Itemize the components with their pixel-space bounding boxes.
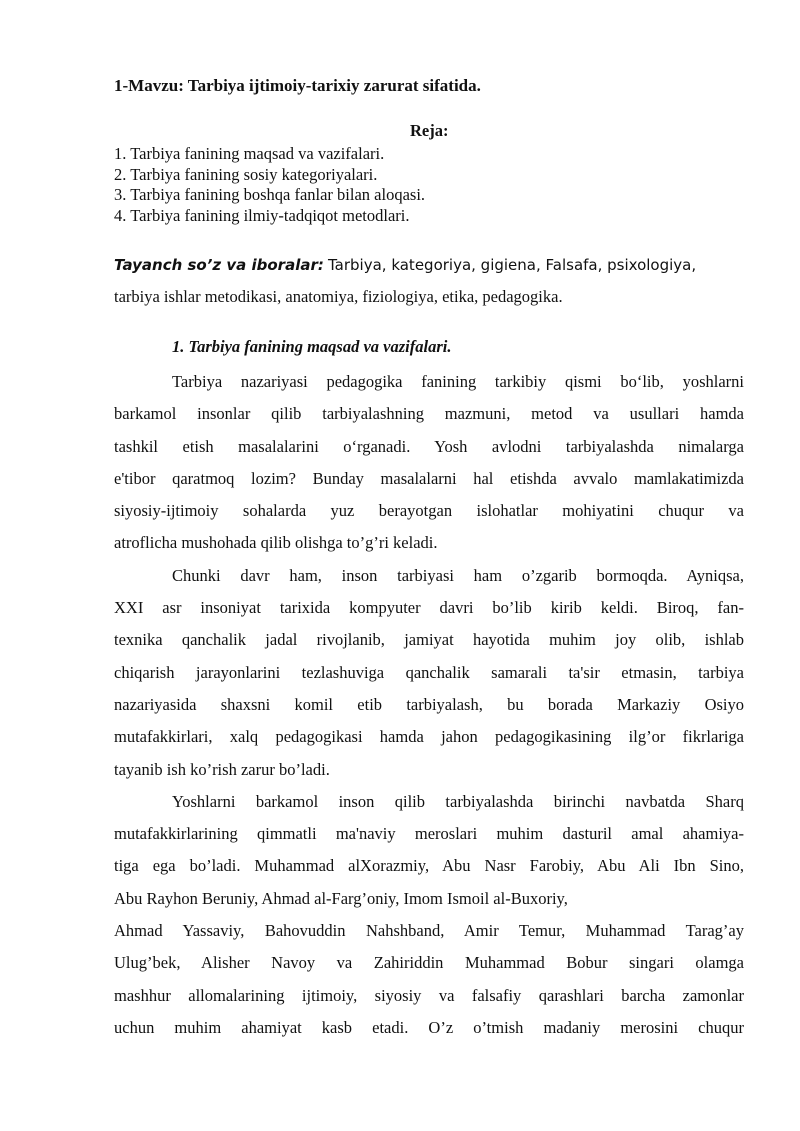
page-title: 1-Mavzu: Tarbiya ijtimoiy-tarixiy zarurat sifatida. [114, 76, 481, 95]
text-line: tiga ega bo’ladi. Muhammad alXorazmiy, Abu Nasr Farobiy, Abu Ali Ibn Sino, [114, 856, 744, 876]
text-line: nazariyasida shaxsni komil etib tarbiyalash, bu borada Markaziy Osiyo [114, 694, 744, 714]
text-line: atroflicha mushohada qilib olishga to’g’ri keladi. [114, 533, 438, 553]
section-heading: 1. Tarbiya fanining maqsad va vazifalari. [172, 337, 452, 356]
text-line: mashhur allomalarining ijtimoiy, siyosiy va falsafiy qarashlari barcha zamonlar [114, 985, 744, 1005]
text-line: barkamol insonlar qilib tarbiyalashning mazmuni, metod va usullari hamda [114, 404, 744, 424]
text-line: mutafakkirlarining qimmatli ma'naviy meroslari muhim dasturil amal ahamiya- [114, 824, 744, 844]
plan-item: 2. Tarbiya fanining sosiy kategoriyalari. [114, 164, 378, 184]
plan-heading: Reja: [410, 121, 449, 140]
text-line: Yoshlarni barkamol inson qilib tarbiyalashda birinchi navbatda Sharq [172, 791, 744, 811]
text-line: tashkil etish masalalarini o‘rganadi. Yosh avlodni tarbiyalashda nimalarga [114, 436, 744, 456]
text-line: chiqarish jarayonlarini tezlashuviga qanchalik samarali ta'sir etmasin, tarbiya [114, 662, 744, 682]
keywords-line-1: Tarbiya, kategoriya, gigiena, Falsafa, psixologiya, [327, 256, 697, 274]
text-line: Abu Rayhon Beruniy, Ahmad al-Farg’oniy, Imom Ismoil al-Buxoriy, [114, 888, 568, 908]
text-line: uchun muhim ahamiyat kasb etadi. O’z o’tmish madaniy merosini chuqur [114, 1017, 744, 1037]
text-line: e'tibor qaratmoq lozim? Bunday masalalarni hal etishda avvalo mamlakatimizda [114, 468, 744, 488]
text-line: mutafakkirlari, xalq pedagogikasi hamda jahon pedagogikasining ilg’or fikrlariga [114, 727, 744, 747]
keywords-block [114, 249, 744, 312]
text-line: Ahmad Yassaviy, Bahovuddin Nahshband, Amir Temur, Muhammad Tarag’ay [114, 921, 744, 941]
text-line: Ulug’bek, Alisher Navoy va Zahiriddin Muhammad Bobur singari olamga [114, 953, 744, 973]
keywords-line-2: tarbiya ishlar metodikasi, anatomiya, fiziologiya, etika, pedagogika. [114, 287, 563, 306]
text-line: tayanib ish ko’rish zarur bo’ladi. [114, 759, 330, 779]
plan-list [114, 144, 425, 226]
keywords-label: Tayanch so’z va iboralar: [114, 256, 324, 274]
body-text [114, 366, 744, 1044]
plan-item: 1. Tarbiya fanining maqsad va vazifalari. [114, 144, 385, 163]
text-line: texnika qanchalik jadal rivojlanib, jamiyat hayotida muhim joy olib, ishlab [114, 630, 744, 650]
plan-item: 3. Tarbiya fanining boshqa fanlar bilan aloqasi. [114, 185, 426, 204]
text-line: Chunki davr ham, inson tarbiyasi ham o’zgarib bormoqda. Ayniqsa, [172, 565, 744, 585]
plan-item: 4. Tarbiya fanining ilmiy-tadqiqot metodlari. [114, 205, 410, 225]
text-line: XXI asr insoniyat tarixida kompyuter davri bo’lib kirib keldi. Biroq, fan- [114, 598, 744, 618]
text-line: siyosiy-ijtimoiy sohalarda yuz berayotgan islohatlar mohiyatini chuqur va [114, 501, 744, 521]
text-line: Tarbiya nazariyasi pedagogika fanining tarkibiy qismi bo‘lib, yoshlarni [172, 372, 744, 391]
